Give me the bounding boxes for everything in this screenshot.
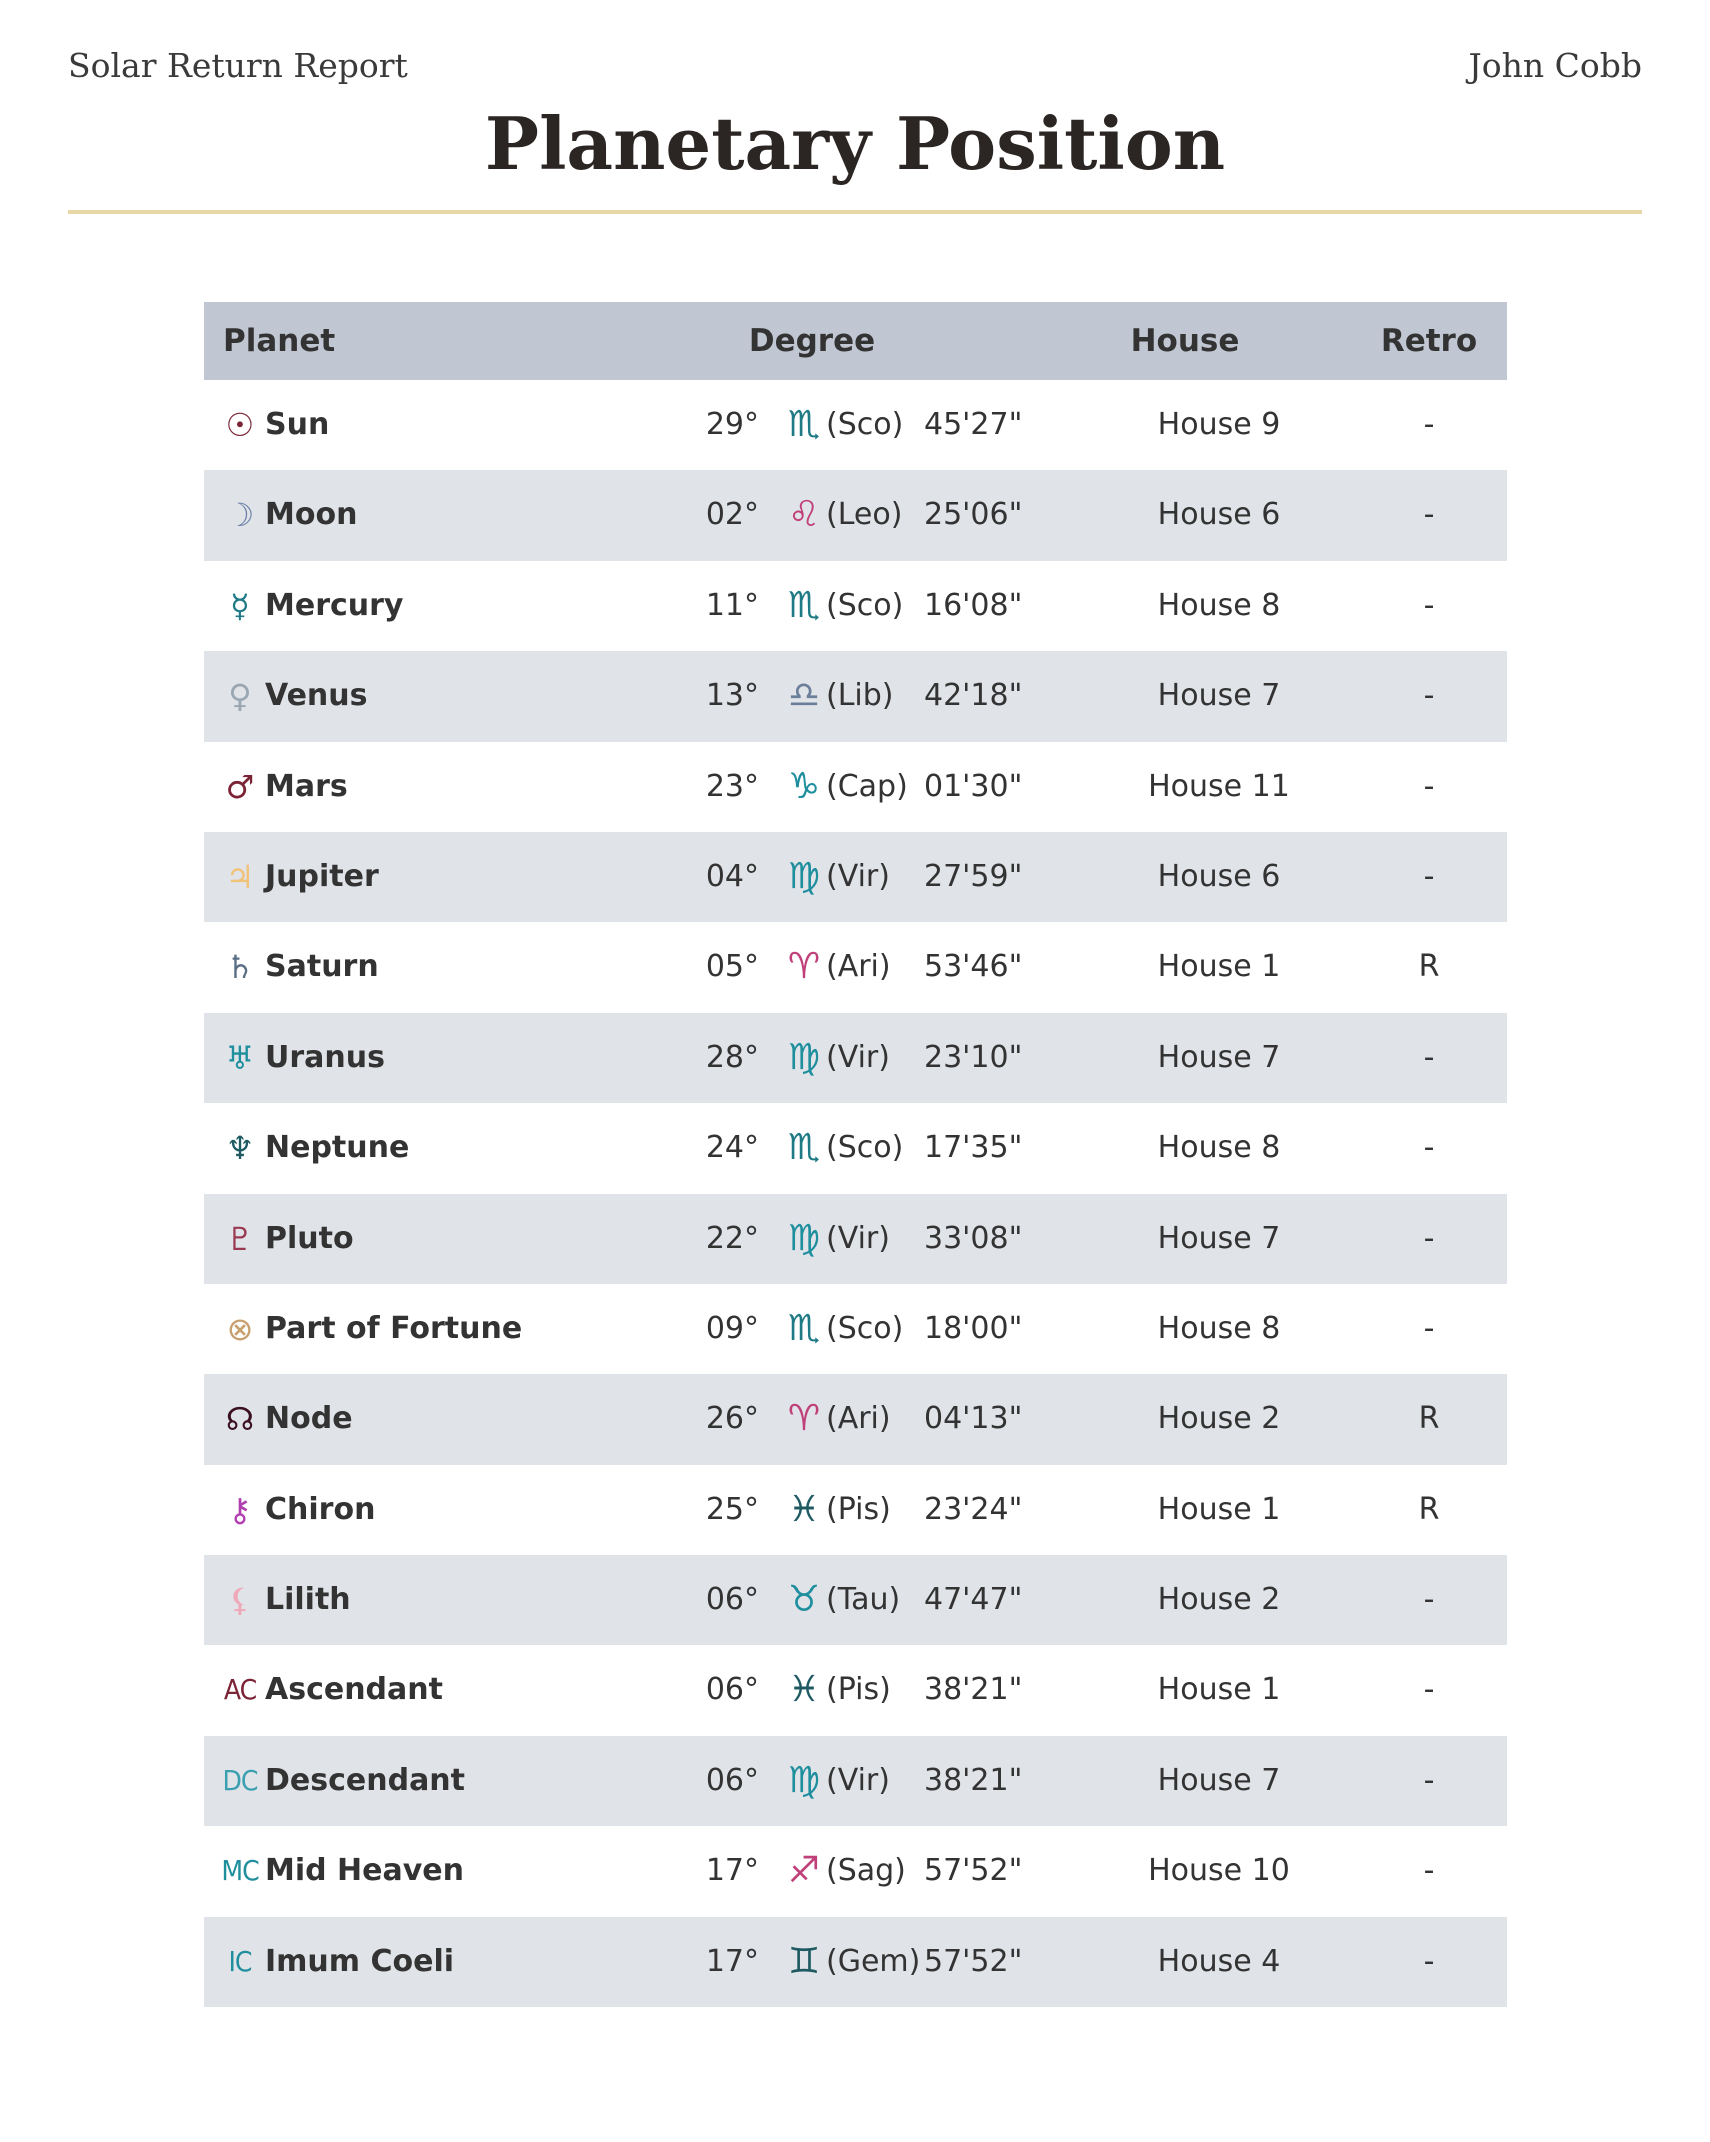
degree-value: 13°: [705, 678, 759, 714]
planet-name: Uranus: [265, 1039, 385, 1075]
table-row: [204, 470, 1507, 560]
retro-value: -: [1423, 1039, 1435, 1075]
retro-value: -: [1423, 1672, 1435, 1708]
zodiac-sign-icon: ♌: [787, 494, 821, 536]
zodiac-sign-abbr: (Vir): [826, 1039, 890, 1075]
minutes-seconds: 47'47": [924, 1582, 1023, 1618]
part-of-fortune-icon: ⊗: [226, 1309, 254, 1348]
degree-value: 17°: [705, 1853, 759, 1889]
retro-value: -: [1423, 1853, 1435, 1889]
retro-value: -: [1423, 1220, 1435, 1256]
table-row: [204, 1103, 1507, 1193]
degree-value: 25°: [705, 1491, 759, 1527]
degree-value: 23°: [705, 768, 759, 804]
degree-value: 17°: [705, 1943, 759, 1979]
retro-value: -: [1423, 1943, 1435, 1979]
jupiter-icon: ♃: [225, 857, 255, 896]
planet-name: Neptune: [265, 1130, 410, 1166]
retro-value: -: [1423, 587, 1435, 623]
degree-value: 06°: [705, 1672, 759, 1708]
minutes-seconds: 23'24": [924, 1491, 1023, 1527]
degree-value: 02°: [705, 497, 759, 533]
planet-name: Mid Heaven: [265, 1853, 465, 1889]
table-row: [204, 1013, 1507, 1103]
house-value: House 6: [1157, 497, 1281, 533]
zodiac-sign-abbr: (Cap): [826, 768, 908, 804]
minutes-seconds: 45'27": [924, 407, 1023, 442]
degree-value: 05°: [705, 949, 759, 985]
mid-heaven-icon: MC: [221, 1854, 259, 1888]
zodiac-sign-icon: ♍: [787, 855, 821, 897]
zodiac-sign-abbr: (Vir): [826, 1762, 890, 1798]
zodiac-sign-abbr: (Sco): [826, 1130, 904, 1166]
chiron-icon: ⚷: [228, 1490, 252, 1529]
moon-icon: ☽: [225, 496, 255, 535]
minutes-seconds: 57'52": [924, 1943, 1023, 1979]
house-value: House 8: [1157, 1310, 1281, 1346]
house-value: House 7: [1157, 1220, 1281, 1256]
page-title: Planetary Position: [484, 101, 1226, 186]
zodiac-sign-icon: ♍: [787, 1217, 821, 1259]
minutes-seconds: 38'21": [924, 1672, 1023, 1708]
minutes-seconds: 17'35": [924, 1130, 1023, 1166]
zodiac-sign-icon: ♏: [787, 584, 821, 626]
table-row: [204, 651, 1507, 741]
retro-value: -: [1423, 407, 1435, 442]
degree-value: 04°: [705, 858, 759, 894]
zodiac-sign-icon: ♑: [787, 765, 821, 807]
zodiac-sign-abbr: (Sco): [826, 407, 904, 442]
degree-value: 29°: [705, 407, 759, 442]
neptune-icon: ♆: [225, 1129, 255, 1168]
table-row: [204, 1736, 1507, 1826]
minutes-seconds: 33'08": [924, 1220, 1023, 1256]
degree-value: 28°: [705, 1039, 759, 1075]
table-row: [204, 1826, 1507, 1916]
zodiac-sign-abbr: (Leo): [826, 497, 903, 533]
planet-name: Venus: [265, 678, 368, 714]
house-value: House 4: [1157, 1943, 1281, 1979]
planet-name: Mars: [265, 768, 348, 804]
table-row: [204, 1465, 1507, 1555]
zodiac-sign-abbr: (Vir): [826, 858, 890, 894]
sun-icon: ☉: [225, 406, 255, 444]
mercury-icon: ☿: [230, 586, 250, 625]
zodiac-sign-abbr: (Vir): [826, 1220, 890, 1256]
zodiac-sign-icon: ♏: [787, 404, 821, 445]
degree-value: 06°: [705, 1582, 759, 1618]
planet-name: Moon: [265, 497, 358, 533]
zodiac-sign-icon: ♓: [787, 1488, 821, 1530]
zodiac-sign-abbr: (Pis): [826, 1491, 891, 1527]
retro-value: -: [1423, 1310, 1435, 1346]
minutes-seconds: 18'00": [924, 1310, 1023, 1346]
retro-value: -: [1423, 678, 1435, 714]
degree-value: 06°: [705, 1762, 759, 1798]
degree-value: 09°: [705, 1310, 759, 1346]
retro-value: R: [1418, 1401, 1440, 1437]
house-value: House 7: [1157, 678, 1281, 714]
zodiac-sign-abbr: (Sco): [826, 587, 904, 623]
node-icon: ☊: [225, 1400, 255, 1439]
minutes-seconds: 16'08": [924, 587, 1023, 623]
house-value: House 7: [1157, 1762, 1281, 1798]
descendant-icon: DC: [222, 1763, 258, 1797]
zodiac-sign-abbr: (Pis): [826, 1672, 891, 1708]
house-value: House 9: [1157, 407, 1281, 442]
planet-name: Ascendant: [265, 1672, 443, 1708]
table-row: [204, 922, 1507, 1012]
pluto-icon: ♇: [225, 1219, 255, 1258]
house-value: House 1: [1157, 1672, 1281, 1708]
minutes-seconds: 38'21": [924, 1762, 1023, 1798]
degree-value: 11°: [705, 587, 759, 623]
retro-value: R: [1418, 1491, 1440, 1527]
planet-name: Jupiter: [265, 858, 379, 894]
table-row: [204, 380, 1507, 470]
house-value: House 10: [1148, 1853, 1290, 1889]
table-body: [204, 380, 1507, 2007]
table-row: [204, 1194, 1507, 1284]
planet-name: Node: [265, 1401, 353, 1437]
mars-icon: ♂: [225, 767, 255, 806]
house-value: House 7: [1157, 1039, 1281, 1075]
minutes-seconds: 42'18": [924, 678, 1023, 714]
zodiac-sign-icon: ♈: [787, 946, 821, 988]
zodiac-sign-abbr: (Gem): [826, 1943, 921, 1979]
house-value: House 8: [1157, 1130, 1281, 1166]
zodiac-sign-icon: ♐: [787, 1850, 821, 1892]
planet-name: Pluto: [265, 1220, 354, 1256]
column-header-house: House: [1130, 323, 1240, 359]
column-header-retro: Retro: [1380, 323, 1478, 359]
degree-value: 26°: [705, 1401, 759, 1437]
retro-value: -: [1423, 1130, 1435, 1166]
planet-name: Part of Fortune: [265, 1310, 523, 1346]
zodiac-sign-icon: ♏: [787, 1127, 821, 1169]
table-row: [204, 1645, 1507, 1735]
zodiac-sign-icon: ♊: [787, 1940, 821, 1982]
planet-name: Chiron: [265, 1491, 376, 1527]
house-value: House 11: [1148, 768, 1290, 804]
degree-value: 22°: [705, 1220, 759, 1256]
zodiac-sign-abbr: (Ari): [826, 949, 891, 985]
planet-name: Mercury: [265, 587, 404, 623]
report-title: Solar Return Report: [68, 46, 408, 85]
lilith-icon: ⚸: [228, 1581, 252, 1620]
minutes-seconds: 27'59": [924, 858, 1023, 894]
minutes-seconds: 53'46": [924, 949, 1023, 985]
house-value: House 1: [1157, 949, 1281, 985]
ascendant-icon: AC: [223, 1673, 257, 1707]
imum-coeli-icon: IC: [228, 1944, 252, 1978]
planet-name: Saturn: [265, 949, 379, 985]
degree-value: 24°: [705, 1130, 759, 1166]
zodiac-sign-abbr: (Sag): [826, 1853, 906, 1889]
uranus-icon: ♅: [225, 1038, 255, 1077]
house-value: House 2: [1157, 1582, 1281, 1618]
retro-value: -: [1423, 1762, 1435, 1798]
planet-name: Imum Coeli: [265, 1943, 455, 1979]
zodiac-sign-icon: ♍: [787, 1036, 821, 1078]
table-header: [204, 302, 1507, 380]
table-row: [204, 1374, 1507, 1464]
house-value: House 1: [1157, 1491, 1281, 1527]
house-value: House 2: [1157, 1401, 1281, 1437]
minutes-seconds: 04'13": [924, 1401, 1023, 1437]
zodiac-sign-icon: ♏: [787, 1307, 821, 1349]
minutes-seconds: 57'52": [924, 1853, 1023, 1889]
table-row: [204, 1555, 1507, 1645]
zodiac-sign-abbr: (Ari): [826, 1401, 891, 1437]
planet-name: Sun: [265, 407, 330, 442]
planet-name: Descendant: [265, 1762, 466, 1798]
table-row: [204, 1917, 1507, 2007]
minutes-seconds: 23'10": [924, 1039, 1023, 1075]
column-header-degree: Degree: [748, 323, 876, 359]
venus-icon: ♀: [228, 677, 252, 716]
retro-value: -: [1423, 1582, 1435, 1618]
zodiac-sign-icon: ♈: [787, 1398, 821, 1440]
zodiac-sign-abbr: (Tau): [826, 1582, 901, 1618]
table-row: [204, 1284, 1507, 1374]
planetary-position-table: [204, 302, 1507, 2007]
zodiac-sign-abbr: (Lib): [826, 678, 894, 714]
retro-value: -: [1423, 497, 1435, 533]
column-header-planet: Planet: [223, 323, 336, 359]
table-row: [204, 561, 1507, 651]
title-divider: [68, 210, 1642, 214]
retro-value: -: [1423, 768, 1435, 804]
table-row: [204, 742, 1507, 832]
zodiac-sign-icon: ♓: [787, 1669, 821, 1711]
minutes-seconds: 25'06": [924, 497, 1023, 533]
saturn-icon: ♄: [225, 948, 255, 987]
zodiac-sign-icon: ♎: [787, 675, 821, 717]
minutes-seconds: 01'30": [924, 768, 1023, 804]
house-value: House 6: [1157, 858, 1281, 894]
house-value: House 8: [1157, 587, 1281, 623]
retro-value: -: [1423, 858, 1435, 894]
planet-name: Lilith: [265, 1582, 351, 1618]
retro-value: R: [1418, 949, 1440, 985]
zodiac-sign-icon: ♉: [787, 1579, 821, 1621]
person-name: John Cobb: [1468, 46, 1642, 85]
zodiac-sign-icon: ♍: [787, 1759, 821, 1801]
table-row: [204, 832, 1507, 922]
zodiac-sign-abbr: (Sco): [826, 1310, 904, 1346]
